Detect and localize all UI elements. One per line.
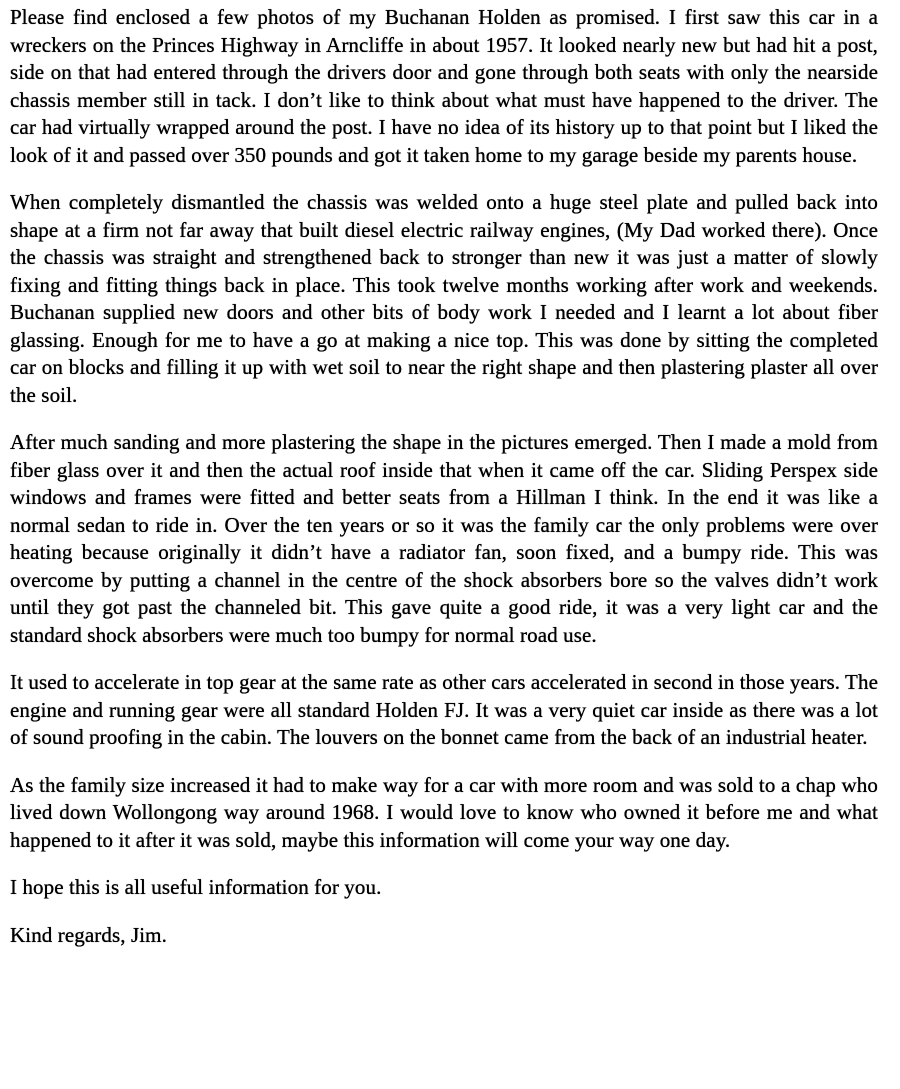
letter-closing-line: I hope this is all useful information for you.: [10, 875, 382, 899]
letter-paragraph-5: As the family size increased it had to make way for a car with more room and was sold to a chap who lived down Wollongong way around 1968. I would love to know who owned it before me and what happened to it after it was sold, maybe this information will come your way one day.: [10, 772, 878, 852]
letter-paragraph-2: When completely dismantled the chassis was welded onto a huge steel plate and pulled back into shape at a firm not far away that built diesel electric railway engines, (My Dad worked there). Once the chassis was straight and strengthened back to stronger than new it was just a matter of slowly fixing and fitting things back in place. This took twelve months working after work and weekends. Buchanan supplied new doors and other bits of body work I needed and I learnt a lot about fiber glassing. Enough for me to have a go at making a nice top. This was done by sitting the completed car on blocks and filling it up with wet soil to near the right shape and then plastering plaster all over the soil.: [10, 190, 878, 407]
letter-paragraph-3: After much sanding and more plastering the shape in the pictures emerged. Then I made a mold from fiber glass over it and then the actual roof inside that when it came off the car. Sliding Perspex side windows and frames were fitted and better seats from a Hillman I think. In the end it was like a normal sedan to ride in. Over the ten years or so it was the family car the only problems were over heating because originally it didn’t have a radiator fan, soon fixed, and a bumpy ride. This was overcome by putting a channel in the centre of the shock absorbers bore so the valves didn’t work until they got past the channeled bit. This gave quite a good ride, it was a very light car and the standard shock absorbers were much too bumpy for normal road use.: [10, 430, 878, 647]
letter-signoff-line: Kind regards, Jim.: [10, 922, 167, 947]
letter-paragraph-4: It used to accelerate in top gear at the same rate as other cars accelerated in second in those years. The engine and running gear were all standard Holden FJ. It was a very quiet car inside as there was a lot of sound proofing in the cabin. The louvers on the bonnet came from the back of an industrial heater.: [10, 670, 878, 749]
letter-paragraph-1: Please find enclosed a few photos of my Buchanan Holden as promised. I first saw this car in a wreckers on the Princes Highway in Arncliffe in about 1957. It looked nearly new but had hit a post, side on that had entered through the drivers door and gone through both seats with only the nearside chassis member still in tack. I don’t like to think about what must have happened to the driver. The car had virtually wrapped around the post. I have no idea of its history up to that point but I liked the look of it and passed over 350 pounds and got it taken home to my garage beside my parents house.: [10, 5, 878, 167]
